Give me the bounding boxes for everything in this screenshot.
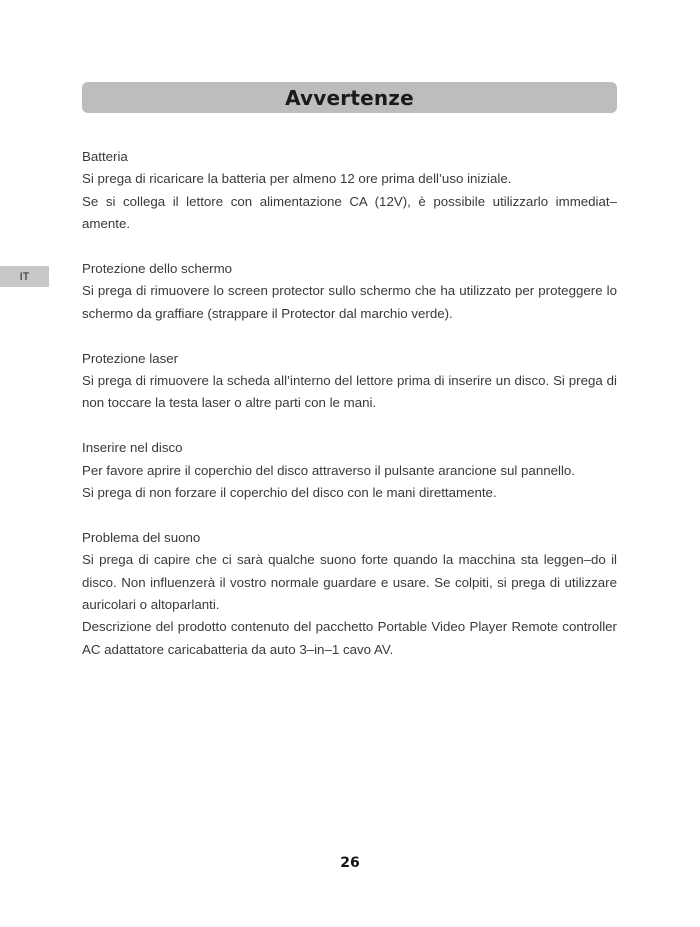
section-sound-problem — [82, 527, 617, 661]
warnings-content — [82, 146, 617, 684]
section-screen-protection — [82, 258, 617, 325]
language-tab: IT — [0, 266, 49, 287]
section-battery — [82, 146, 617, 236]
section-paragraph: Si prega di rimuovere lo screen protector sullo schermo che ha utilizzato per proteggere lo schermo da graffiare (strappare il Protector dal marchio verde). — [82, 283, 617, 321]
section-heading: Protezione laser — [82, 350, 179, 366]
section-insert-disc — [82, 437, 617, 504]
page-title: Avvertenze — [285, 85, 414, 110]
section-paragraph: Descrizione del prodotto contenuto del pacchetto Portable Video Player Remote controller AC adattatore caricabatteria da auto 3–in–1 cavo AV. — [82, 619, 617, 657]
section-heading: Batteria — [82, 149, 128, 164]
section-paragraph: Si prega di capire che ci sarà qualche suono forte quando la macchina sta leggen–do il disco. Non influenzerà il vostro normale guardare e usare. Se colpiti, si prega di utilizzare auricolari o altoparlanti. — [82, 552, 617, 613]
section-heading: Problema del suono — [82, 529, 201, 545]
section-paragraph: Se si collega il lettore con alimentazione CA (12V), è possibile utilizzarlo immediat–amente. — [82, 193, 617, 232]
section-heading: Inserire nel disco — [82, 440, 183, 456]
section-heading: Protezione dello schermo — [82, 261, 233, 277]
section-paragraph: Si prega di non forzare il coperchio del disco con le mani direttamente. — [82, 485, 497, 501]
section-paragraph: Per favore aprire il coperchio del disco attraverso il pulsante arancione sul pannello. — [82, 462, 575, 478]
section-paragraph: Si prega di rimuovere la scheda all’interno del lettore prima di inserire un disco. Si prega di non toccare la testa laser o altre parti con le mani. — [82, 373, 617, 411]
section-paragraph: Si prega di ricaricare la batteria per almeno 12 ore prima dell’uso iniziale. — [82, 171, 512, 187]
title-bar — [82, 82, 617, 113]
page-number: 26 — [340, 855, 360, 871]
section-laser-protection — [82, 348, 617, 415]
